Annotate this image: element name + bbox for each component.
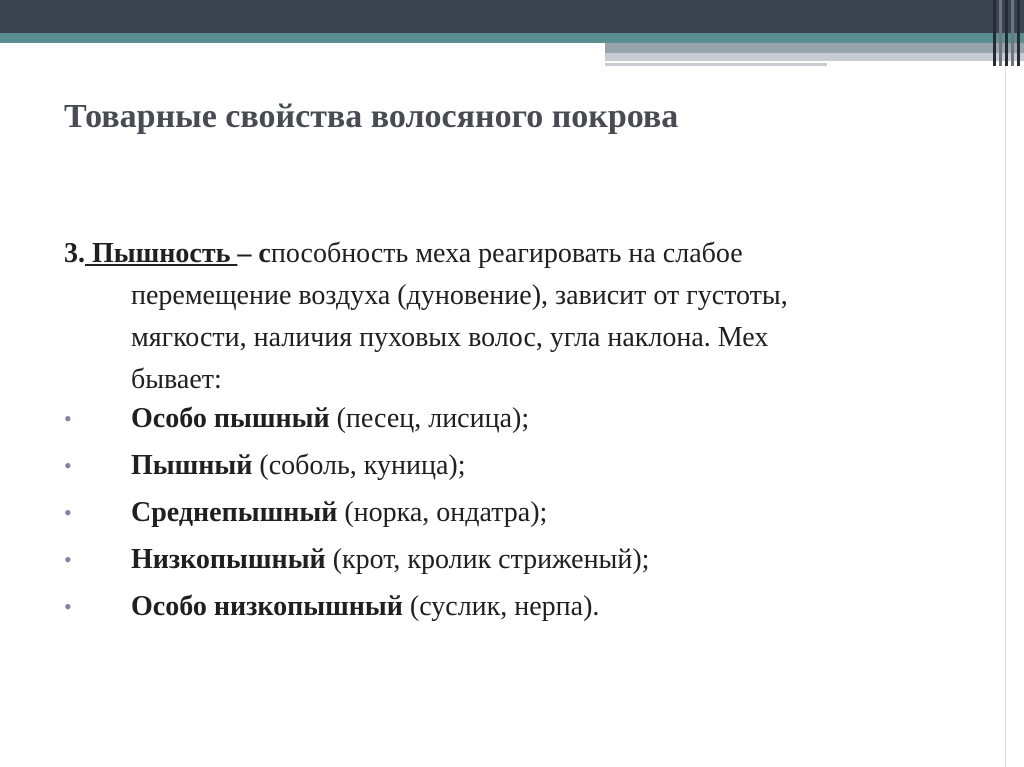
bullet-icon: • bbox=[64, 453, 72, 478]
category-examples: (крот, кролик стриженый); bbox=[325, 544, 650, 575]
term-dash: – с bbox=[237, 238, 271, 269]
bullet-icon: • bbox=[64, 406, 72, 431]
header-band-line bbox=[605, 63, 827, 66]
category-name: Особо пышный bbox=[131, 403, 330, 434]
definition-paragraph bbox=[64, 233, 964, 401]
header-edge-strip bbox=[1011, 0, 1014, 66]
bullet-icon: • bbox=[64, 547, 72, 572]
right-border-line bbox=[1005, 66, 1006, 767]
header-band-dark bbox=[0, 0, 1024, 33]
definition-line: бывает: bbox=[131, 364, 222, 395]
bullet-icon: • bbox=[64, 500, 72, 525]
category-examples: (норка, ондатра); bbox=[337, 497, 548, 528]
category-name: Пышный bbox=[131, 450, 253, 481]
header-edge-strip bbox=[1017, 0, 1020, 66]
definition-line: перемещение воздуха (дуновение), зависит от густоты, bbox=[131, 280, 788, 311]
definition-line: мягкости, наличия пуховых волос, угла наклона. Мех bbox=[131, 322, 769, 353]
category-examples: (соболь, куница); bbox=[252, 450, 466, 481]
header-band-gray bbox=[605, 43, 1024, 53]
category-examples: (песец, лисица); bbox=[329, 403, 530, 434]
header-edge-strip bbox=[999, 0, 1002, 66]
category-name: Особо низкопышный bbox=[131, 591, 403, 622]
header-band-teal bbox=[0, 33, 1024, 43]
slide-title: Товарные свойства волосяного покрова bbox=[64, 98, 679, 135]
definition-text: пособность меха реагировать на слабое bbox=[270, 238, 743, 269]
category-examples: (суслик, нерпа). bbox=[402, 591, 600, 622]
category-name: Низкопышный bbox=[131, 544, 326, 575]
header-edge-strip bbox=[993, 0, 996, 66]
item-number: 3. bbox=[64, 238, 85, 269]
term-pyshnost: Пышность bbox=[85, 238, 238, 269]
header-band-light bbox=[605, 53, 1024, 61]
category-name: Среднепышный bbox=[131, 497, 338, 528]
header-edge-strip bbox=[1005, 0, 1008, 66]
bullet-icon: • bbox=[64, 594, 72, 619]
